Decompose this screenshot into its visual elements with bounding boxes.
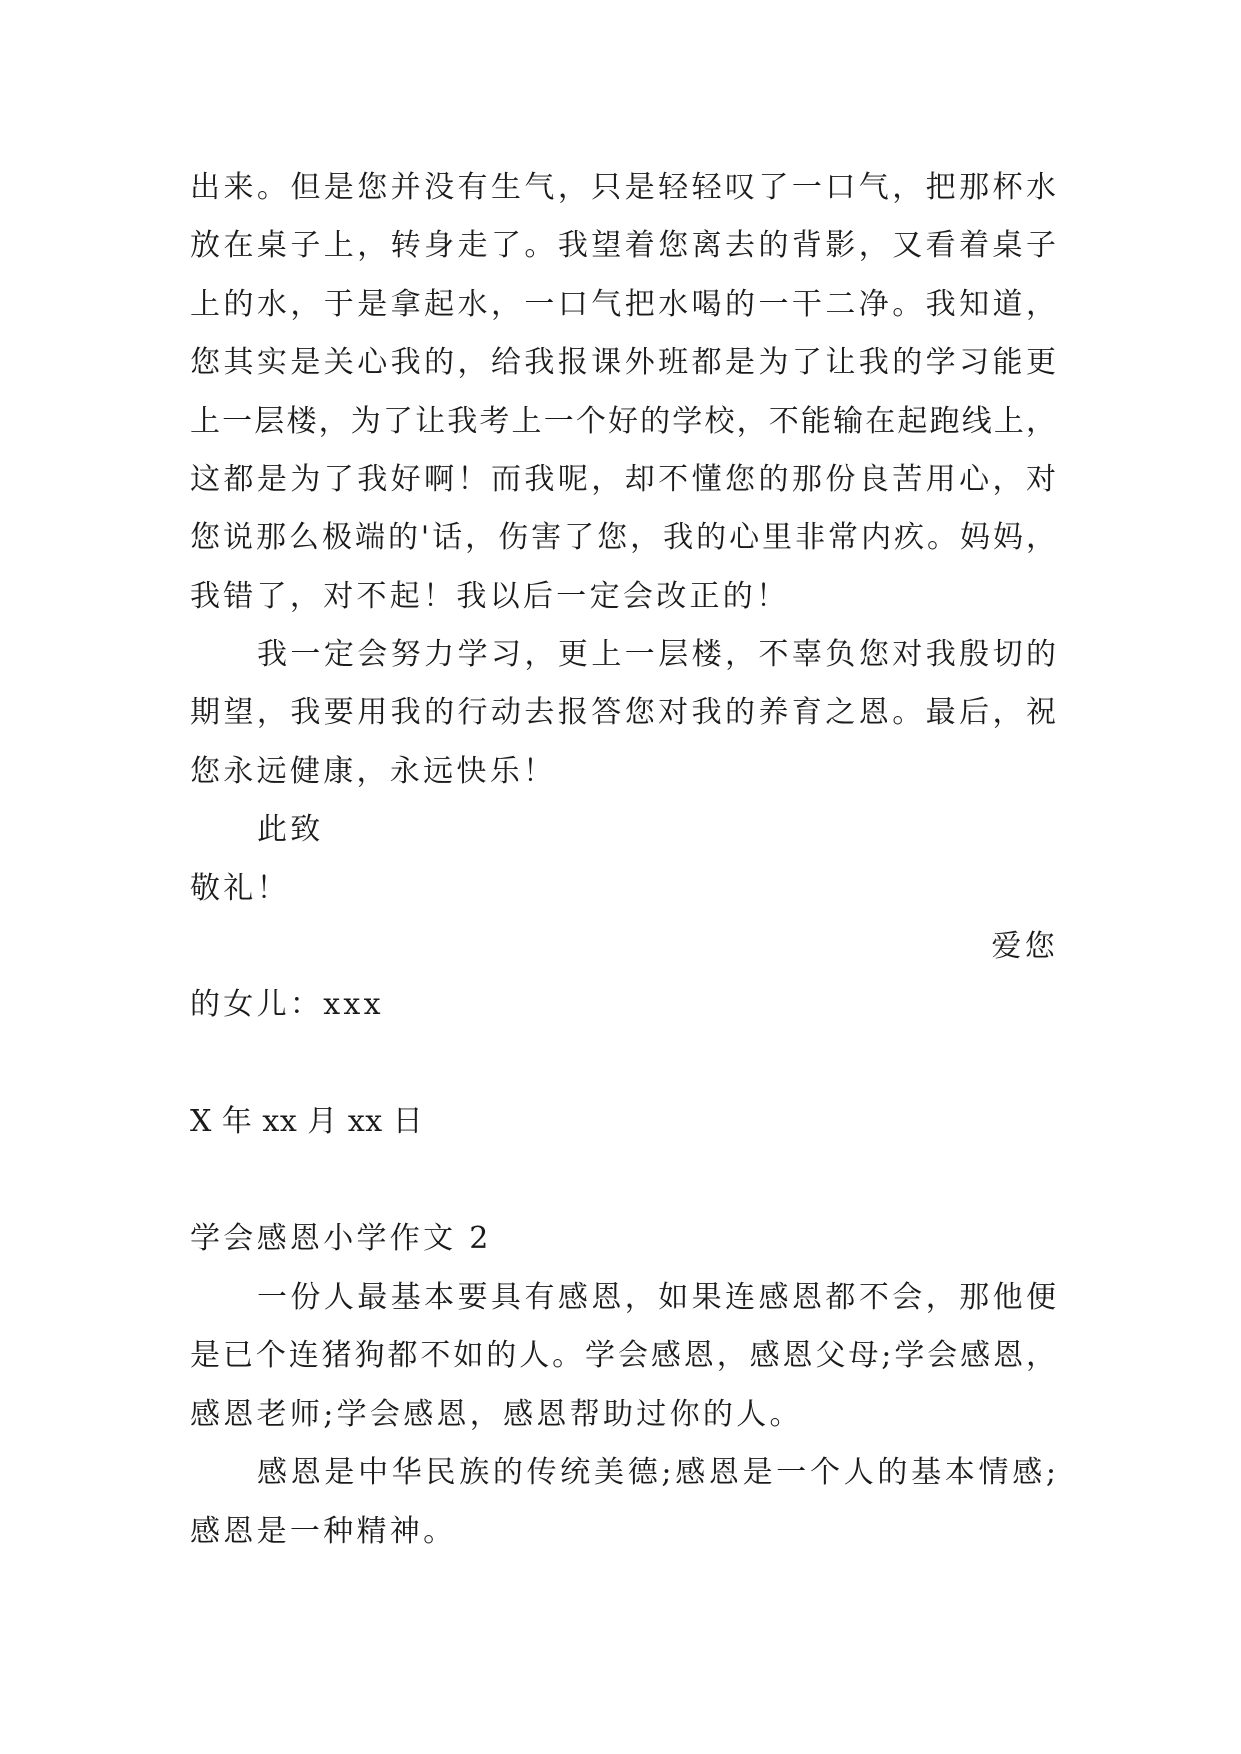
essay-paragraph-line: 感恩是一种精神。 [190, 1514, 457, 1549]
letter-paragraph-line: 您说那么极端的'话，伤害了您，我的心里非常内疚。妈妈， [190, 520, 1056, 555]
letter-date: X 年 xx 月 xx 日 [190, 1104, 424, 1139]
signature-name: 的女儿：xxx [190, 987, 384, 1022]
letter-paragraph-line: 出来。但是您并没有生气，只是轻轻叹了一口气，把那杯水 [190, 170, 1056, 205]
letter-paragraph-line: 我一定会努力学习，更上一层楼，不辜负您对我殷切的 [257, 637, 1056, 672]
signature-line: 爱您 [991, 929, 1058, 964]
essay-paragraph-line: 感恩老师;学会感恩，感恩帮助过你的人。 [190, 1397, 803, 1432]
letter-paragraph-line: 上的水，于是拿起水，一口气把水喝的一干二净。我知道， [190, 287, 1056, 322]
closing-regards: 敬礼！ [190, 871, 290, 906]
letter-paragraph-line: 您永远健康，永远快乐！ [190, 754, 557, 789]
essay-paragraph-line: 是已个连猪狗都不如的人。学会感恩，感恩父母;学会感恩， [190, 1338, 1056, 1373]
essay-paragraph-line: 感恩是中华民族的传统美德;感恩是一个人的基本情感; [257, 1455, 1056, 1490]
essay-title: 学会感恩小学作文 2 [190, 1221, 492, 1256]
closing-salutation: 此致 [257, 812, 324, 847]
letter-paragraph-line: 我错了，对不起！我以后一定会改正的！ [190, 579, 790, 614]
letter-paragraph-line: 放在桌子上，转身走了。我望着您离去的背影，又看着桌子 [190, 228, 1056, 263]
letter-paragraph-line: 上一层楼，为了让我考上一个好的学校，不能输在起跑线上， [190, 404, 1056, 439]
essay-paragraph-line: 一份人最基本要具有感恩，如果连感恩都不会，那他便 [257, 1280, 1056, 1315]
letter-paragraph-line: 期望，我要用我的行动去报答您对我的养育之恩。最后，祝 [190, 695, 1056, 730]
letter-paragraph-line: 您其实是关心我的，给我报课外班都是为了让我的学习能更 [190, 345, 1056, 380]
letter-paragraph-line: 这都是为了我好啊！而我呢，却不懂您的那份良苦用心，对 [190, 462, 1056, 497]
